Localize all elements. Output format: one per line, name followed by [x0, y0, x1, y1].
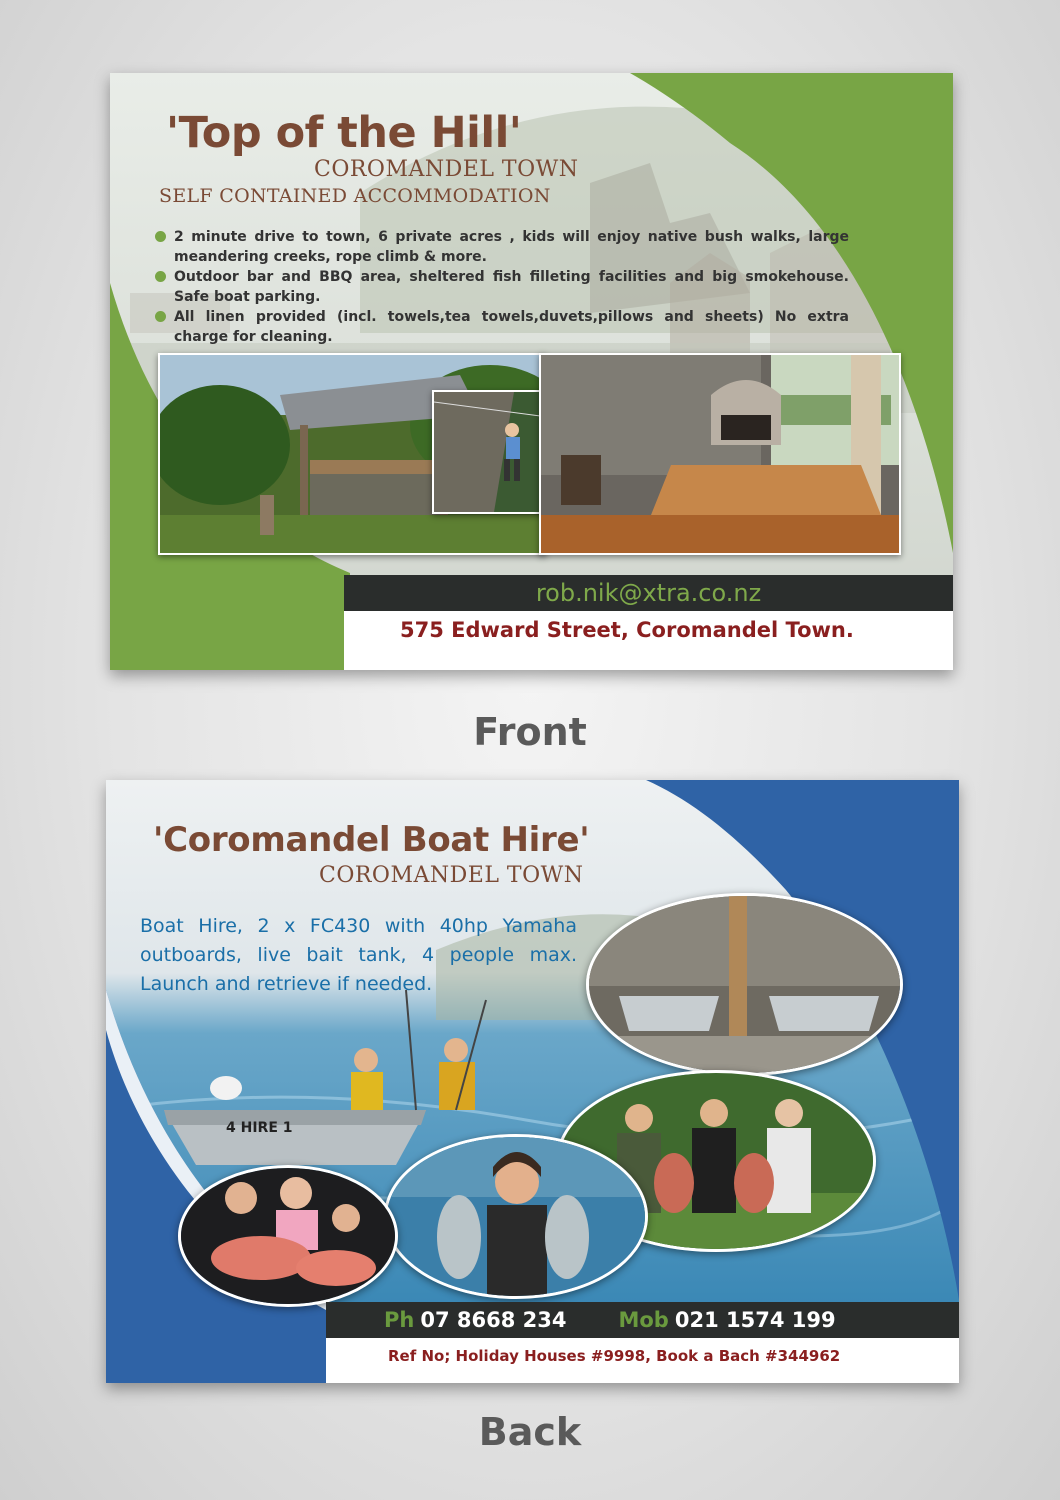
back-subtitle: COROMANDEL TOWN: [319, 863, 584, 888]
feature-list: [155, 227, 849, 347]
feature-text: 2 minute drive to town, 6 private acres , kids will enjoy native bush walks, large meandering creeks, rope climb & more.: [174, 229, 849, 265]
caption-back: Back: [478, 1410, 582, 1454]
bullet-icon: [155, 271, 166, 282]
caption-front: Front: [473, 710, 587, 754]
email-bar: [344, 575, 953, 611]
contact-bar: [326, 1302, 959, 1338]
back-card: [106, 780, 959, 1383]
front-title: 'Top of the Hill': [166, 108, 522, 158]
boat-hire-description: Boat Hire, 2 x FC430 with 40hp Yamaha outboards, live bait tank, 4 people max. Launch and retrieve if needed.: [140, 915, 577, 995]
front-subtitle: COROMANDEL TOWN: [314, 157, 579, 182]
address: 575 Edward Street, Coromandel Town.: [400, 618, 854, 642]
mobile-label: Mob: [618, 1308, 669, 1332]
photo-kids-with-fish: [178, 1165, 398, 1307]
phone-number[interactable]: 07 8668 234: [420, 1308, 567, 1332]
bullet-icon: [155, 231, 166, 242]
feature-item: [155, 227, 849, 267]
photo-woman-with-fish: [384, 1134, 648, 1299]
boat-marking: 4 HIRE 1: [226, 1120, 293, 1136]
feature-text: Outdoor bar and BBQ area, sheltered fish filleting facilities and big smokehouse. Safe boat parking.: [174, 269, 849, 305]
feature-item: [155, 267, 849, 307]
bullet-icon: [155, 311, 166, 322]
feature-text: All linen provided (incl. towels,tea towels,duvets,pillows and sheets) No extra charge for cleaning.: [174, 309, 849, 345]
front-card: [110, 73, 953, 670]
email-link[interactable]: rob.nik@xtra.co.nz: [535, 579, 762, 607]
back-title: 'Coromandel Boat Hire': [153, 820, 590, 860]
photo-boats-shed: [586, 893, 903, 1076]
feature-item: [155, 307, 849, 347]
front-subtitle-accommodation: SELF CONTAINED ACCOMMODATION: [159, 185, 551, 207]
phone-label: Ph: [384, 1308, 415, 1332]
photo-outdoor-kitchen: [539, 353, 901, 555]
reference-numbers: Ref No; Holiday Houses #9998, Book a Bach #344962: [388, 1347, 841, 1365]
mobile-number[interactable]: 021 1574 199: [674, 1308, 836, 1332]
